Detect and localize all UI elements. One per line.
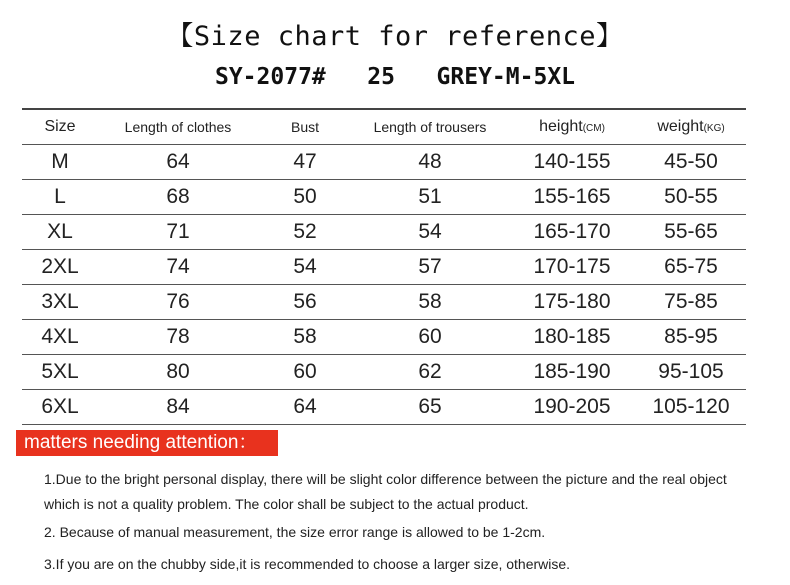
cell-length-of-trousers: 65 [352, 390, 508, 425]
cell-bust: 60 [258, 355, 352, 390]
size-chart-table [22, 108, 746, 425]
table-row [22, 320, 746, 355]
cell-bust: 52 [258, 215, 352, 250]
table-row [22, 215, 746, 250]
note-3: 3.If you are on the chubby side,it is recommended to choose a larger size, otherwise. [44, 556, 571, 572]
cell-weight: 75-85 [636, 285, 746, 320]
cell-length-of-trousers: 58 [352, 285, 508, 320]
cell-length-of-clothes: 84 [98, 390, 258, 425]
header-length-of-clothes: Length of clothes [98, 109, 258, 145]
cell-height: 170-175 [508, 250, 636, 285]
cell-height: 165-170 [508, 215, 636, 250]
cell-weight: 105-120 [636, 390, 746, 425]
cell-height: 180-185 [508, 320, 636, 355]
cell-bust: 47 [258, 145, 352, 180]
product-code: SY-2077# 25 GREY-M-5XL [214, 64, 576, 90]
cell-size: XL [22, 215, 98, 250]
page-title: 【Size chart for reference】 [166, 21, 624, 52]
table-row [22, 180, 746, 215]
attention-banner: matters needing attention： [16, 430, 278, 456]
cell-weight: 65-75 [636, 250, 746, 285]
cell-height: 175-180 [508, 285, 636, 320]
table-row [22, 285, 746, 320]
cell-length-of-trousers: 57 [352, 250, 508, 285]
header-weight: weight(KG) [636, 109, 746, 145]
cell-length-of-clothes: 64 [98, 145, 258, 180]
cell-weight: 50-55 [636, 180, 746, 215]
cell-bust: 54 [258, 250, 352, 285]
cell-length-of-trousers: 51 [352, 180, 508, 215]
cell-size: 5XL [22, 355, 98, 390]
table-header-row [22, 109, 746, 145]
cell-height: 190-205 [508, 390, 636, 425]
table-row [22, 355, 746, 390]
cell-length-of-clothes: 68 [98, 180, 258, 215]
table-row [22, 250, 746, 285]
cell-height: 185-190 [508, 355, 636, 390]
header-bust: Bust [258, 109, 352, 145]
cell-size: 4XL [22, 320, 98, 355]
cell-bust: 50 [258, 180, 352, 215]
cell-length-of-trousers: 62 [352, 355, 508, 390]
header-length-of-trousers: Length of trousers [352, 109, 508, 145]
cell-length-of-clothes: 78 [98, 320, 258, 355]
cell-weight: 95-105 [636, 355, 746, 390]
table-row [22, 390, 746, 425]
cell-weight: 55-65 [636, 215, 746, 250]
note-2: 2. Because of manual measurement, the size error range is allowed to be 1-2cm. [44, 524, 546, 540]
cell-size: 3XL [22, 285, 98, 320]
cell-size: L [22, 180, 98, 215]
cell-size: M [22, 145, 98, 180]
header-size: Size [22, 109, 98, 145]
note-1-line-1: 1.Due to the bright personal display, there will be slight color difference between the picture and the real object [44, 471, 727, 487]
cell-length-of-trousers: 60 [352, 320, 508, 355]
cell-height: 155-165 [508, 180, 636, 215]
cell-height: 140-155 [508, 145, 636, 180]
cell-weight: 45-50 [636, 145, 746, 180]
cell-length-of-clothes: 76 [98, 285, 258, 320]
cell-length-of-clothes: 71 [98, 215, 258, 250]
cell-length-of-trousers: 54 [352, 215, 508, 250]
cell-size: 6XL [22, 390, 98, 425]
cell-weight: 85-95 [636, 320, 746, 355]
cell-bust: 56 [258, 285, 352, 320]
cell-length-of-trousers: 48 [352, 145, 508, 180]
cell-length-of-clothes: 74 [98, 250, 258, 285]
cell-bust: 58 [258, 320, 352, 355]
cell-length-of-clothes: 80 [98, 355, 258, 390]
cell-bust: 64 [258, 390, 352, 425]
cell-size: 2XL [22, 250, 98, 285]
header-height: height(CM) [508, 109, 636, 145]
note-1-line-2: which is not a quality problem. The color shall be subject to the actual product. [44, 496, 529, 512]
table-row [22, 145, 746, 180]
